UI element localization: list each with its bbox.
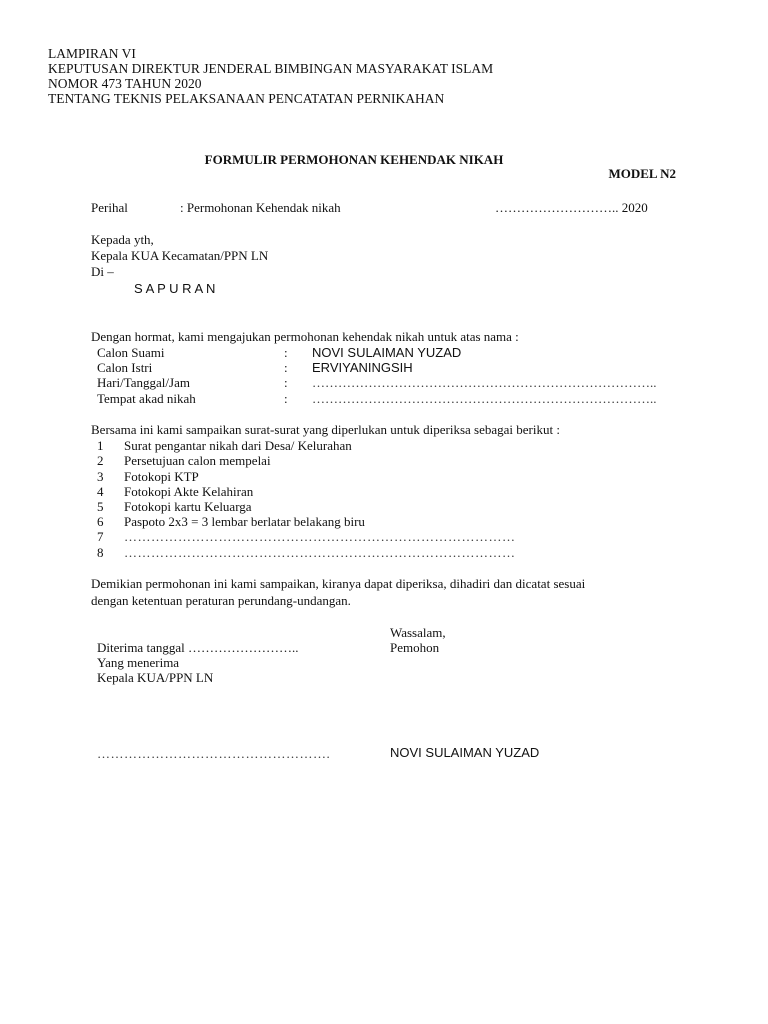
closing-line-2: dengan ketentuan peraturan perundang-undangan. (91, 593, 351, 608)
item-number: 6 (97, 514, 104, 529)
item-text: …………………………………………………………………………… (124, 545, 516, 560)
perihal-label: Perihal (91, 200, 128, 215)
field-row-calon-suami (0, 345, 768, 360)
docs-intro: Bersama ini kami sampaikan surat-surat yang diperlukan untuk diperiksa sebagai berikut : (91, 422, 560, 437)
address-place: S A P U R A N (134, 281, 216, 296)
header-line-3: NOMOR 473 TAHUN 2020 (48, 76, 202, 91)
field-label: Calon Istri (97, 360, 153, 375)
diterima-tanggal: Diterima tanggal …………………….. (97, 640, 299, 655)
header-line-1: LAMPIRAN VI (48, 46, 136, 61)
form-title: FORMULIR PERMOHONAN KEHENDAK NIKAH (204, 152, 504, 167)
item-number: 2 (97, 453, 104, 468)
item-text: Paspoto 2x3 = 3 lembar berlatar belakang biru (124, 514, 365, 529)
field-value: …………………………………………………………………….. (312, 375, 657, 390)
field-value: NOVI SULAIMAN YUZAD (312, 345, 462, 360)
item-number: 1 (97, 438, 104, 453)
item-number: 7 (97, 529, 104, 544)
item-number: 8 (97, 545, 104, 560)
field-row-hari-tanggal-jam (0, 375, 768, 390)
item-text: Fotokopi kartu Keluarga (124, 499, 252, 514)
address-di: Di – (91, 264, 114, 279)
field-colon: : (284, 391, 288, 406)
item-text: Fotokopi KTP (124, 469, 199, 484)
item-text: Persetujuan calon mempelai (124, 453, 271, 468)
yang-menerima-label: Yang menerima (97, 655, 180, 670)
field-label: Hari/Tanggal/Jam (97, 375, 190, 390)
item-number: 4 (97, 484, 104, 499)
field-colon: : (284, 345, 288, 360)
header-line-4: TENTANG TEKNIS PELAKSANAAN PENCATATAN PERNIKAHAN (48, 91, 445, 106)
field-label: Tempat akad nikah (97, 391, 196, 406)
wassalam-text: Wassalam, (390, 625, 446, 640)
item-number: 5 (97, 499, 104, 514)
field-value: …………………………………………………………………….. (312, 391, 657, 406)
kepala-kua-label: Kepala KUA/PPN LN (97, 670, 214, 685)
field-colon: : (284, 375, 288, 390)
item-number: 3 (97, 469, 104, 484)
intro-text: Dengan hormat, kami mengajukan permohonan kehendak nikah untuk atas nama : (91, 329, 519, 344)
field-row-tempat-akad (0, 391, 768, 406)
receiver-signature-line: ……………………………………………. (97, 746, 331, 761)
item-text: Surat pengantar nikah dari Desa/ Kelurahan (124, 438, 352, 453)
item-text: Fotokopi Akte Kelahiran (124, 484, 254, 499)
perihal-value: : Permohonan Kehendak nikah (180, 200, 341, 215)
field-value: ERVIYANINGSIH (312, 360, 413, 375)
document-header (48, 46, 493, 106)
closing-line-1: Demikian permohonan ini kami sampaikan, kiranya dapat diperiksa, dihadiri dan dicatat sesuai (91, 576, 586, 591)
applicant-signature-name: NOVI SULAIMAN YUZAD (390, 745, 540, 760)
item-text: …………………………………………………………………………… (124, 529, 516, 544)
pemohon-label: Pemohon (390, 640, 440, 655)
header-line-2: KEPUTUSAN DIREKTUR JENDERAL BIMBINGAN MASYARAKAT ISLAM (48, 61, 494, 76)
model-code: MODEL N2 (608, 166, 676, 181)
field-row-calon-istri (0, 360, 768, 375)
field-label: Calon Suami (97, 345, 165, 360)
perihal-date: ……………………….. 2020 (495, 200, 648, 215)
field-colon: : (284, 360, 288, 375)
address-recipient: Kepala KUA Kecamatan/PPN LN (91, 248, 269, 263)
address-to: Kepada yth, (91, 232, 154, 247)
